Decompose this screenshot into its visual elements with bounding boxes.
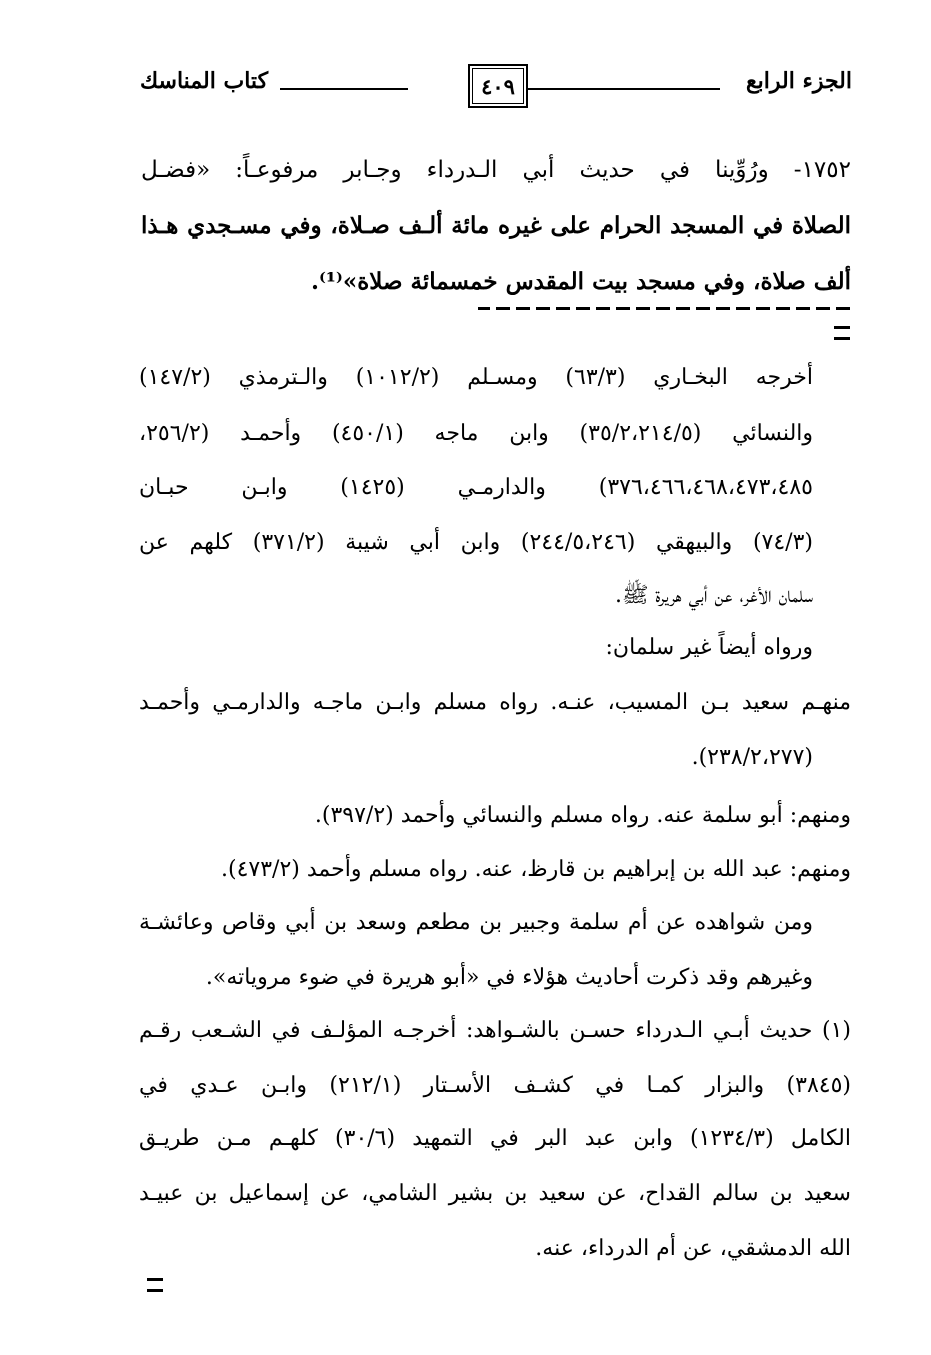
main-text-line: ألف صلاة، وفي مسجد بيت المقدس خمسمائة صلاة»⁽¹⁾. — [311, 268, 851, 295]
header-rule-left — [280, 88, 408, 90]
footnote-line: (٣٨٤٥) والبزار كمـا في كشـف الأسـتار (٢١٢/١) وابـن عـدي في — [139, 1073, 851, 1098]
page-header — [140, 62, 852, 112]
footnote-line: (١) حديث أبـي الـدرداء حسـن بالشـواهد: أخرجـه المؤلـف في الشـعب رقـم — [139, 1018, 851, 1043]
note-line: ومن شواهده عن أم سلمة وجبير بن مطعم وسعد بن أبي وقاص وعائشـة — [139, 910, 813, 935]
header-rule-right — [525, 88, 720, 90]
footnote-line: سعيد بن سالم القداح، عن سعيد بن بشير الشامي، عن إسماعيل بن عبيـد — [139, 1181, 851, 1206]
note-line: ومنهم: أبو سلمة عنه. رواه مسلم والنسائي وأحمد (٣٩٧/٢). — [314, 803, 851, 828]
note-line: (٢٣٨/٢،٢٧٧). — [691, 745, 813, 770]
note-line: ٣٧٦،٤٦٦،٤٦٨،٤٧٣،٤٨٥) والدارمـي (١٤٢٥) وابـن حبـان — [139, 475, 813, 500]
running-head-book: كتاب المناسك — [140, 68, 269, 94]
bottom-double-mark — [147, 1278, 163, 1292]
running-head-volume: الجزء الرابع — [745, 68, 852, 94]
separator-dashed-rule — [478, 307, 850, 310]
note-line: ومنهم: عبد الله بن إبراهيم بن قارظ، عنه. رواه مسلم وأحمد (٤٧٣/٢). — [221, 857, 851, 882]
separator-double-mark — [834, 326, 850, 340]
main-text-line: ١٧٥٢- ورُوِّينا في حديث أبي الـدرداء وجـابر مرفوعـاً: «فضـل — [141, 157, 851, 183]
main-text-line: الصلاة في المسجد الحرام على غيره مائة ألـف صـلاة، وفي مسـجدي هـذا — [141, 212, 851, 239]
note-line: والنسائي (٣٥/٢،٢١٤/٥) وابن ماجه (٤٥٠/١) وأحمـد (٢٥٦/٢، — [139, 421, 813, 446]
note-line: ورواه أيضاً غير سلمان: — [605, 635, 813, 660]
footnote-line: الكامل (١٢٣٤/٣) وابن عبد البر في التمهيد (٣٠/٦) كلهـم مـن طريـق — [139, 1126, 851, 1151]
page-number: ٤٠٩ — [481, 73, 515, 99]
page-number-box — [468, 64, 528, 108]
note-line: أخرجه البخـاري (٦٣/٣) ومسـلم (١٠١٢/٢) والـترمذي (١٤٧/٢) — [139, 365, 813, 390]
note-line: وغيرهم وقد ذكرت أحاديث هؤلاء في «أبو هريرة في ضوء مروياته». — [205, 965, 813, 990]
note-line: منهـم سعيد بـن المسيب، عنـه. رواه مسلم وابـن ماجـه والدارمـي وأحمـد — [139, 690, 851, 715]
footnote-line: الله الدمشقي، عن أم الدرداء، عنه. — [535, 1236, 851, 1261]
note-line: (٧٤/٣) والبيهقي (٢٤٤/٥،٢٤٦) وابن أبي شيبة (٣٧١/٢) كلهم عن — [139, 530, 813, 555]
note-line: سلمان الأغر، عن أبي هريرة ﷺ. — [614, 583, 813, 608]
